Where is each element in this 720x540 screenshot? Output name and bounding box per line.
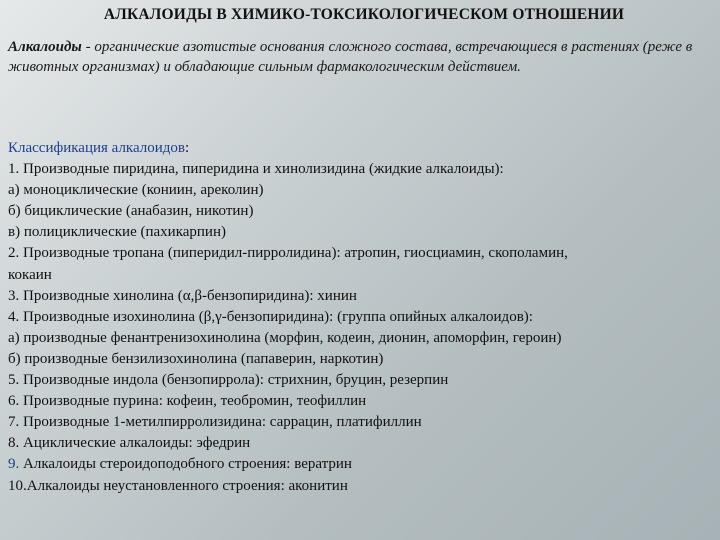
list-item: 8. Ациклические алкалоиды: эфедрин bbox=[8, 435, 251, 452]
list-item-9-number: 9. bbox=[8, 456, 20, 473]
list-item: б) производные бензилизохинолина (папаверин, наркотин) bbox=[8, 350, 384, 367]
list-item: 4. Производные изохинолина (β,γ-бензопиридина): (группа опийных алкалоидов): bbox=[8, 308, 533, 325]
list-item-9-text: Алкалоиды стероидоподобного строения: вератрин bbox=[19, 456, 352, 473]
list-item: б) бициклические (анабазин, никотин) bbox=[8, 203, 254, 220]
list-item: а) производные фенантренизохинолина (морфин, кодеин, дионин, апоморфин, героин) bbox=[8, 329, 562, 346]
list-item: 3. Производные хинолина (α,β-бензопиридина): хинин bbox=[8, 287, 357, 304]
definition-term: Алкалоиды bbox=[8, 39, 82, 55]
definition-paragraph bbox=[8, 38, 712, 77]
list-item-9 bbox=[8, 454, 712, 475]
list-item: 6. Производные пурина: кофеин, теобромин, теофиллин bbox=[8, 393, 367, 410]
slide-title: АЛКАЛОИДЫ В ХИМИКО-ТОКСИКОЛОГИЧЕСКОМ ОТНОШЕНИИ bbox=[103, 6, 625, 23]
list-item: кокаин bbox=[8, 266, 52, 283]
list-item: 5. Производные индола (бензопиррола): стрихнин, бруцин, резерпин bbox=[8, 372, 449, 389]
list-item: 7. Производные 1-метилпирролизидина: саррацин, платифиллин bbox=[8, 414, 422, 431]
list-item: 1. Производные пиридина, пиперидина и хинолизидина (жидкие алкалоиды): bbox=[8, 161, 504, 178]
classification-list bbox=[8, 138, 712, 497]
list-item: а) моноциклические (кониин, ареколин) bbox=[8, 182, 264, 199]
definition-text: - органические азотистые основания сложного состава, встречающиеся в растениях (реже в животных организмах) и обладающие сильным фармакологическим действием. bbox=[8, 39, 693, 75]
list-item-10: 10.Алкалоиды неустановленного строения: аконитин bbox=[8, 477, 348, 494]
list-item: в) полициклические (пахикарпин) bbox=[8, 224, 226, 241]
classification-heading-colon: : bbox=[185, 140, 190, 156]
classification-heading bbox=[8, 138, 712, 159]
classification-heading-text: Классификация алкалоидов bbox=[8, 140, 186, 156]
list-item: 2. Производные тропана (пиперидил-пирролидина): атропин, гиосциамин, скополамин, bbox=[8, 245, 568, 262]
